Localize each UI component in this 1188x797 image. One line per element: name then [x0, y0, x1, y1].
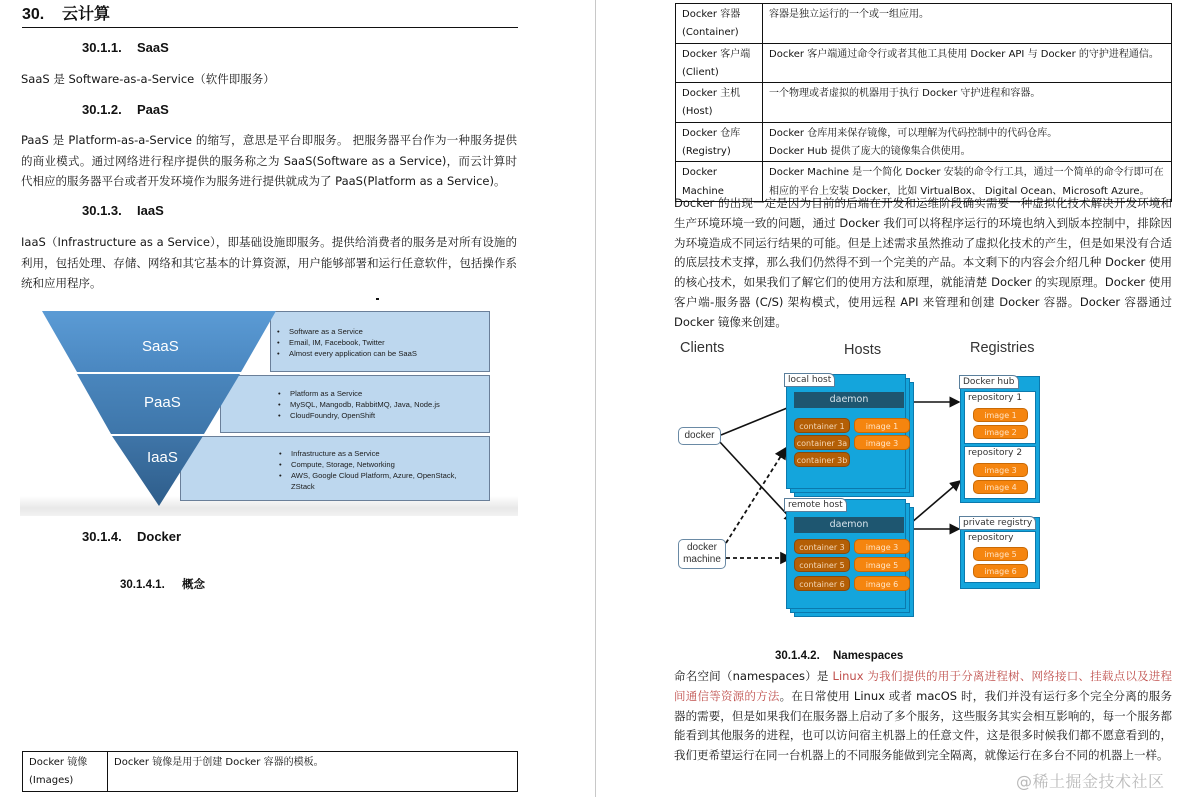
saas-bullets: [277, 326, 487, 359]
section-title: Docker: [137, 529, 182, 544]
local-host: [786, 374, 916, 499]
section-number: 30.1.2.: [82, 102, 122, 117]
definition-cell: Docker 镜像是用于创建 Docker 容器的模板。: [108, 752, 518, 792]
repository: [964, 446, 1036, 499]
definition-line: Docker 仓库用来保存镜像，可以理解为代码控制中的代码仓库。: [769, 127, 1058, 139]
image-chip: image 5: [854, 557, 910, 572]
column-title-hosts: Hosts: [844, 342, 882, 358]
term-english: Machine: [682, 185, 724, 197]
host-tag: local host: [784, 373, 835, 387]
docker-intro-paragraph: Docker 的出现一定是因为目前的后端在开发和运维阶段确实需要一种虚拟化技术解决开发环境和生产环境环境一致的问题，通过 Docker 我们可以将程序运行的环境也纳入到版本控制中，排除因为环境造成不同运行结果的可能。但是上述需求虽然推动了虚拟化技术的产生，但是如果没有合适的底层技术支撑，那么我们仍然得不到一个完美的产品。本文剩下的内容会介绍几种 Docker 使用的核心技术，如果我们了解它们的使用方法和原理，就能清楚 Docker 的实现原理。Docker 使用客户端-服务器 (C/S) 架构模式，使用远程 API 来管理和创建 Docker 容器。Docker 容器通过 Docker 镜像来创建。: [674, 196, 1172, 329]
bullet: • CloudFoundry, OpenShift: [278, 410, 488, 421]
host-tag: remote host: [784, 498, 847, 512]
docker-architecture-diagram: [674, 338, 1094, 638]
text-run: 。在日常使用 Linux 或者 macOS 时，我们并没有运行多个完全分离的服务器的需要，但是如果我们在服务器上启动了多个服务，这些服务其实会相互影响的，每一个服务都能看到其他服务的进程，也可以访问宿主机器上的任意文件，这是很多时候我们都不愿意看到的，我们更希望运行在同一台机器上的不同服务能做到完全隔离，就像运行在多台不同的机器上一样。: [674, 688, 1172, 763]
registry-tag: Docker hub: [959, 375, 1019, 389]
image-chip: image 5: [973, 547, 1028, 561]
docker-images-table: [22, 751, 518, 792]
section-title: PaaS: [137, 102, 169, 117]
column-title-clients: Clients: [680, 340, 725, 356]
image-chip: image 2: [973, 425, 1028, 439]
highlighted-text: Linux 为我们提供的用于分离进程树、网络接口、挂载点以及进程间通信等资源的方法: [674, 669, 1173, 703]
subsection-number: 30.1.4.1.: [120, 579, 165, 591]
term-english: (Container): [682, 27, 739, 39]
definition-cell: [763, 122, 1172, 162]
namespaces-paragraph: [674, 667, 1172, 766]
bullet: • Infrastructure as a Service: [279, 448, 479, 459]
section-number: 30.1.4.: [82, 529, 122, 544]
table-row: [676, 43, 1172, 83]
term-name: Docker 主机: [682, 88, 741, 100]
image-chip: image 6: [854, 576, 910, 591]
image-chip: image 3: [973, 463, 1028, 477]
text-run: 命名空间（namespaces）是: [674, 669, 833, 683]
chapter-heading: [22, 4, 518, 28]
repository: [964, 531, 1036, 583]
container-chip: container 1: [794, 418, 850, 433]
private-registry: [960, 517, 1040, 589]
section-number: 30.1.3.: [82, 203, 122, 218]
container-chip: container 3b: [794, 452, 850, 467]
image-chip: image 4: [973, 480, 1028, 494]
section-title: SaaS: [137, 40, 169, 55]
term-cell: [676, 83, 763, 123]
container-chip: container 3a: [794, 435, 850, 450]
definition-cell: 容器是独立运行的一个或一组应用。: [763, 4, 1172, 44]
definition-cell: 一个物理或者虚拟的机器用于执行 Docker 守护进程和容器。: [763, 83, 1172, 123]
daemon: daemon: [794, 517, 904, 533]
paas-paragraph: PaaS 是 Platform-as-a-Service 的缩写，意思是平台即服务。 把服务器平台作为一种服务提供的商业模式。通过网络进行程序提供的服务称之为 SaaS(Software as a Service)，而云计算时代相应的服务器平台或者开发环境作为服务进行提供就成为了 PaaS(Platform as a Service)。: [21, 133, 517, 189]
subsection-heading-concept: [120, 577, 205, 593]
subsection-title: 概念: [182, 579, 205, 591]
bullet: • Platform as a Service: [278, 388, 488, 399]
term-cell: [676, 43, 763, 83]
bullet: • MySQL, Mangodb, RabbitMQ, Java, Node.js: [278, 399, 488, 410]
bullet: • Compute, Storage, Networking: [279, 459, 479, 470]
repository-label: repository: [968, 533, 1014, 543]
chapter-title: 云计算: [62, 6, 111, 23]
repository-label: repository 1: [968, 393, 1023, 403]
paas-bullets: [278, 388, 488, 421]
chapter-number: 30.: [22, 6, 45, 23]
definition-cell: Docker 客户端通过命令行或者其他工具使用 Docker API 与 Docker 的守护进程通信。: [763, 43, 1172, 83]
term-cell: [676, 122, 763, 162]
subsection-number: 30.1.4.2.: [775, 650, 820, 662]
term-name: Docker 客户端: [682, 48, 751, 60]
section-heading-paas: [82, 102, 169, 118]
section-title: IaaS: [137, 203, 164, 218]
image-chip: image 6: [973, 564, 1028, 578]
section-heading-iaas: [82, 203, 164, 219]
bullet: • AWS, Google Cloud Platform, Azure, OpenStack, ZStack: [279, 470, 479, 492]
repository: [964, 391, 1036, 444]
remote-host: [786, 499, 916, 624]
right-page: [596, 0, 1188, 797]
watermark: @稀土掘金技术社区: [1016, 772, 1165, 791]
bullet: • Software as a Service: [277, 326, 487, 337]
daemon: daemon: [794, 392, 904, 408]
tier-label-saas: SaaS: [142, 338, 179, 355]
image-chip: image 3: [854, 539, 910, 554]
registry-tag: private registry: [959, 516, 1036, 530]
section-number: 30.1.1.: [82, 40, 122, 55]
container-chip: container 6: [794, 576, 850, 591]
image-chip: image 3: [854, 435, 910, 450]
docker-terms-table: [675, 3, 1172, 202]
cloud-service-pyramid: [20, 300, 518, 518]
section-heading-saas: [82, 40, 169, 56]
definition-cell: Docker Machine 是一个简化 Docker 安装的命令行工具，通过一个简单的命令行即可在相应的平台上安装 Docker，比如 VirtualBox、 Digital Ocean、Microsoft Azure。: [763, 162, 1172, 202]
saas-paragraph: SaaS 是 Software-as-a-Service（软件即服务）: [21, 72, 275, 86]
client-docker: docker: [678, 427, 721, 445]
tier-label-iaas: IaaS: [147, 449, 178, 466]
term-cell: [23, 752, 108, 792]
term-cell: [676, 4, 763, 44]
table-row: [676, 122, 1172, 162]
iaas-bullets: [279, 448, 479, 492]
term-english: (Registry): [682, 146, 731, 158]
term-name: Docker 仓库: [682, 127, 741, 139]
term-english: (Client): [682, 66, 719, 78]
image-chip: image 1: [854, 418, 910, 433]
term-name: Docker 容器: [682, 9, 741, 20]
container-chip: container 5: [794, 557, 850, 572]
term-english: (Images): [29, 775, 74, 787]
table-row: [676, 83, 1172, 123]
section-heading-docker: [82, 529, 181, 545]
subsection-heading-namespaces: [775, 648, 903, 664]
term-name: Docker 镜像: [29, 757, 88, 768]
image-chip: image 1: [973, 408, 1028, 422]
column-title-registries: Registries: [970, 340, 1035, 356]
term-english: (Host): [682, 106, 713, 118]
bullet: • Almost every application can be SaaS: [277, 348, 487, 359]
bullet: • Email, IM, Facebook, Twitter: [277, 337, 487, 348]
table-row: [23, 752, 518, 792]
table-row: [676, 4, 1172, 44]
definition-line: Docker Hub 提供了庞大的镜像集合供使用。: [769, 146, 971, 158]
iaas-paragraph: IaaS（Infrastructure as a Service），即基础设施即服务。提供给消费者的服务是对所有设施的利用，包括处理、存储、网络和其它基本的计算资源，用户能够部署和运行任意软件，包括操作系统和应用程序。: [21, 235, 517, 291]
tier-label-paas: PaaS: [144, 394, 181, 411]
container-chip: container 3: [794, 539, 850, 554]
docker-hub-registry: [960, 376, 1040, 503]
term-name: Docker: [682, 167, 718, 179]
client-docker-machine: docker machine: [678, 539, 726, 569]
repository-label: repository 2: [968, 448, 1023, 458]
subsection-title: Namespaces: [833, 650, 904, 662]
